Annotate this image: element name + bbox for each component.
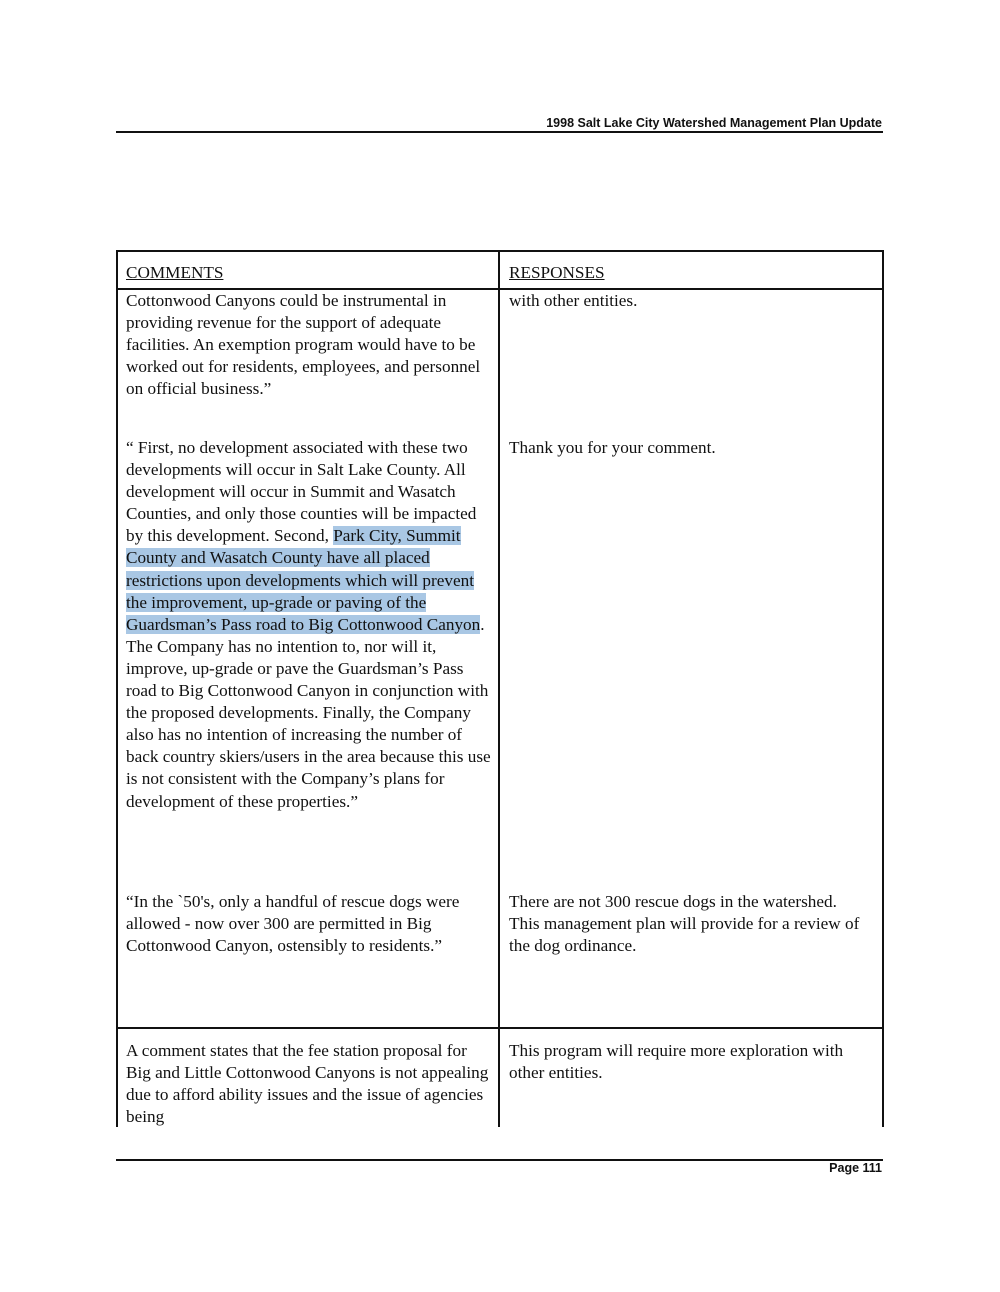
comment-row-2-text-b: . The Company has no intention to, nor will it, improve, up-grade or pave the Guardsman’s Pass road to Big Cottonwood Canyon in conjunction with the proposed developments. Finally, the Company also has no intention of increasing the number of back country skiers/users in the area because this use is not consistent with the Company’s plans for development of these properties.” bbox=[126, 614, 491, 811]
response-row-3: There are not 300 rescue dogs in the watershed. This management plan will provide for a review of the dog ordinance. bbox=[509, 892, 860, 956]
footer-rule bbox=[116, 1159, 883, 1161]
table-border-top bbox=[116, 250, 884, 252]
comment-row-2-text-a: “ First, no development associated with these two developments will occur in Salt Lake County. All development will occur in Summit and Wasatch Counties, and only those counties will be impacted by this development. Second, bbox=[126, 438, 477, 546]
table-border-right-upper bbox=[882, 250, 884, 1030]
table-border-left-lower bbox=[116, 1027, 118, 1127]
comment-row-2 bbox=[126, 437, 494, 813]
table-border-left-upper bbox=[116, 250, 118, 1030]
response-row-1: with other entities. bbox=[509, 291, 638, 310]
table-row-rule bbox=[116, 1027, 884, 1029]
header-rule bbox=[116, 131, 883, 133]
comment-row-3: “In the `50's, only a handful of rescue dogs were allowed - now over 300 are permitted in Big Cottonwood Canyon, ostensibly to residents.” bbox=[126, 892, 460, 956]
comments-column-header: COMMENTS bbox=[126, 263, 224, 282]
page-number: Page 111 bbox=[829, 1161, 882, 1175]
table-border-right-lower bbox=[882, 1027, 884, 1127]
responses-column-header: RESPONSES bbox=[509, 263, 605, 282]
comments-responses-table bbox=[116, 250, 884, 1127]
page-header-title: 1998 Salt Lake City Watershed Management Plan Update bbox=[546, 116, 882, 130]
comment-row-4: A comment states that the fee station proposal for Big and Little Cottonwood Canyons is not appealing due to afford ability issues and the issue of agencies being bbox=[126, 1041, 489, 1127]
response-row-4: This program will require more exploration with other entities. bbox=[509, 1041, 844, 1083]
table-column-divider bbox=[498, 250, 500, 1127]
highlighted-text-selection[interactable]: Park City, Summit County and Wasatch County have all placed restrictions upon developments which will prevent the improvement, up-grade or paving of the Guardsman’s Pass road to Big Cottonwood Canyon bbox=[126, 526, 481, 634]
response-row-2: Thank you for your comment. bbox=[509, 438, 716, 457]
comment-row-1: Cottonwood Canyons could be instrumental in providing revenue for the support of adequate facilities. An exemption program would have to be worked out for residents, employees, and personnel on official business.” bbox=[126, 291, 481, 399]
